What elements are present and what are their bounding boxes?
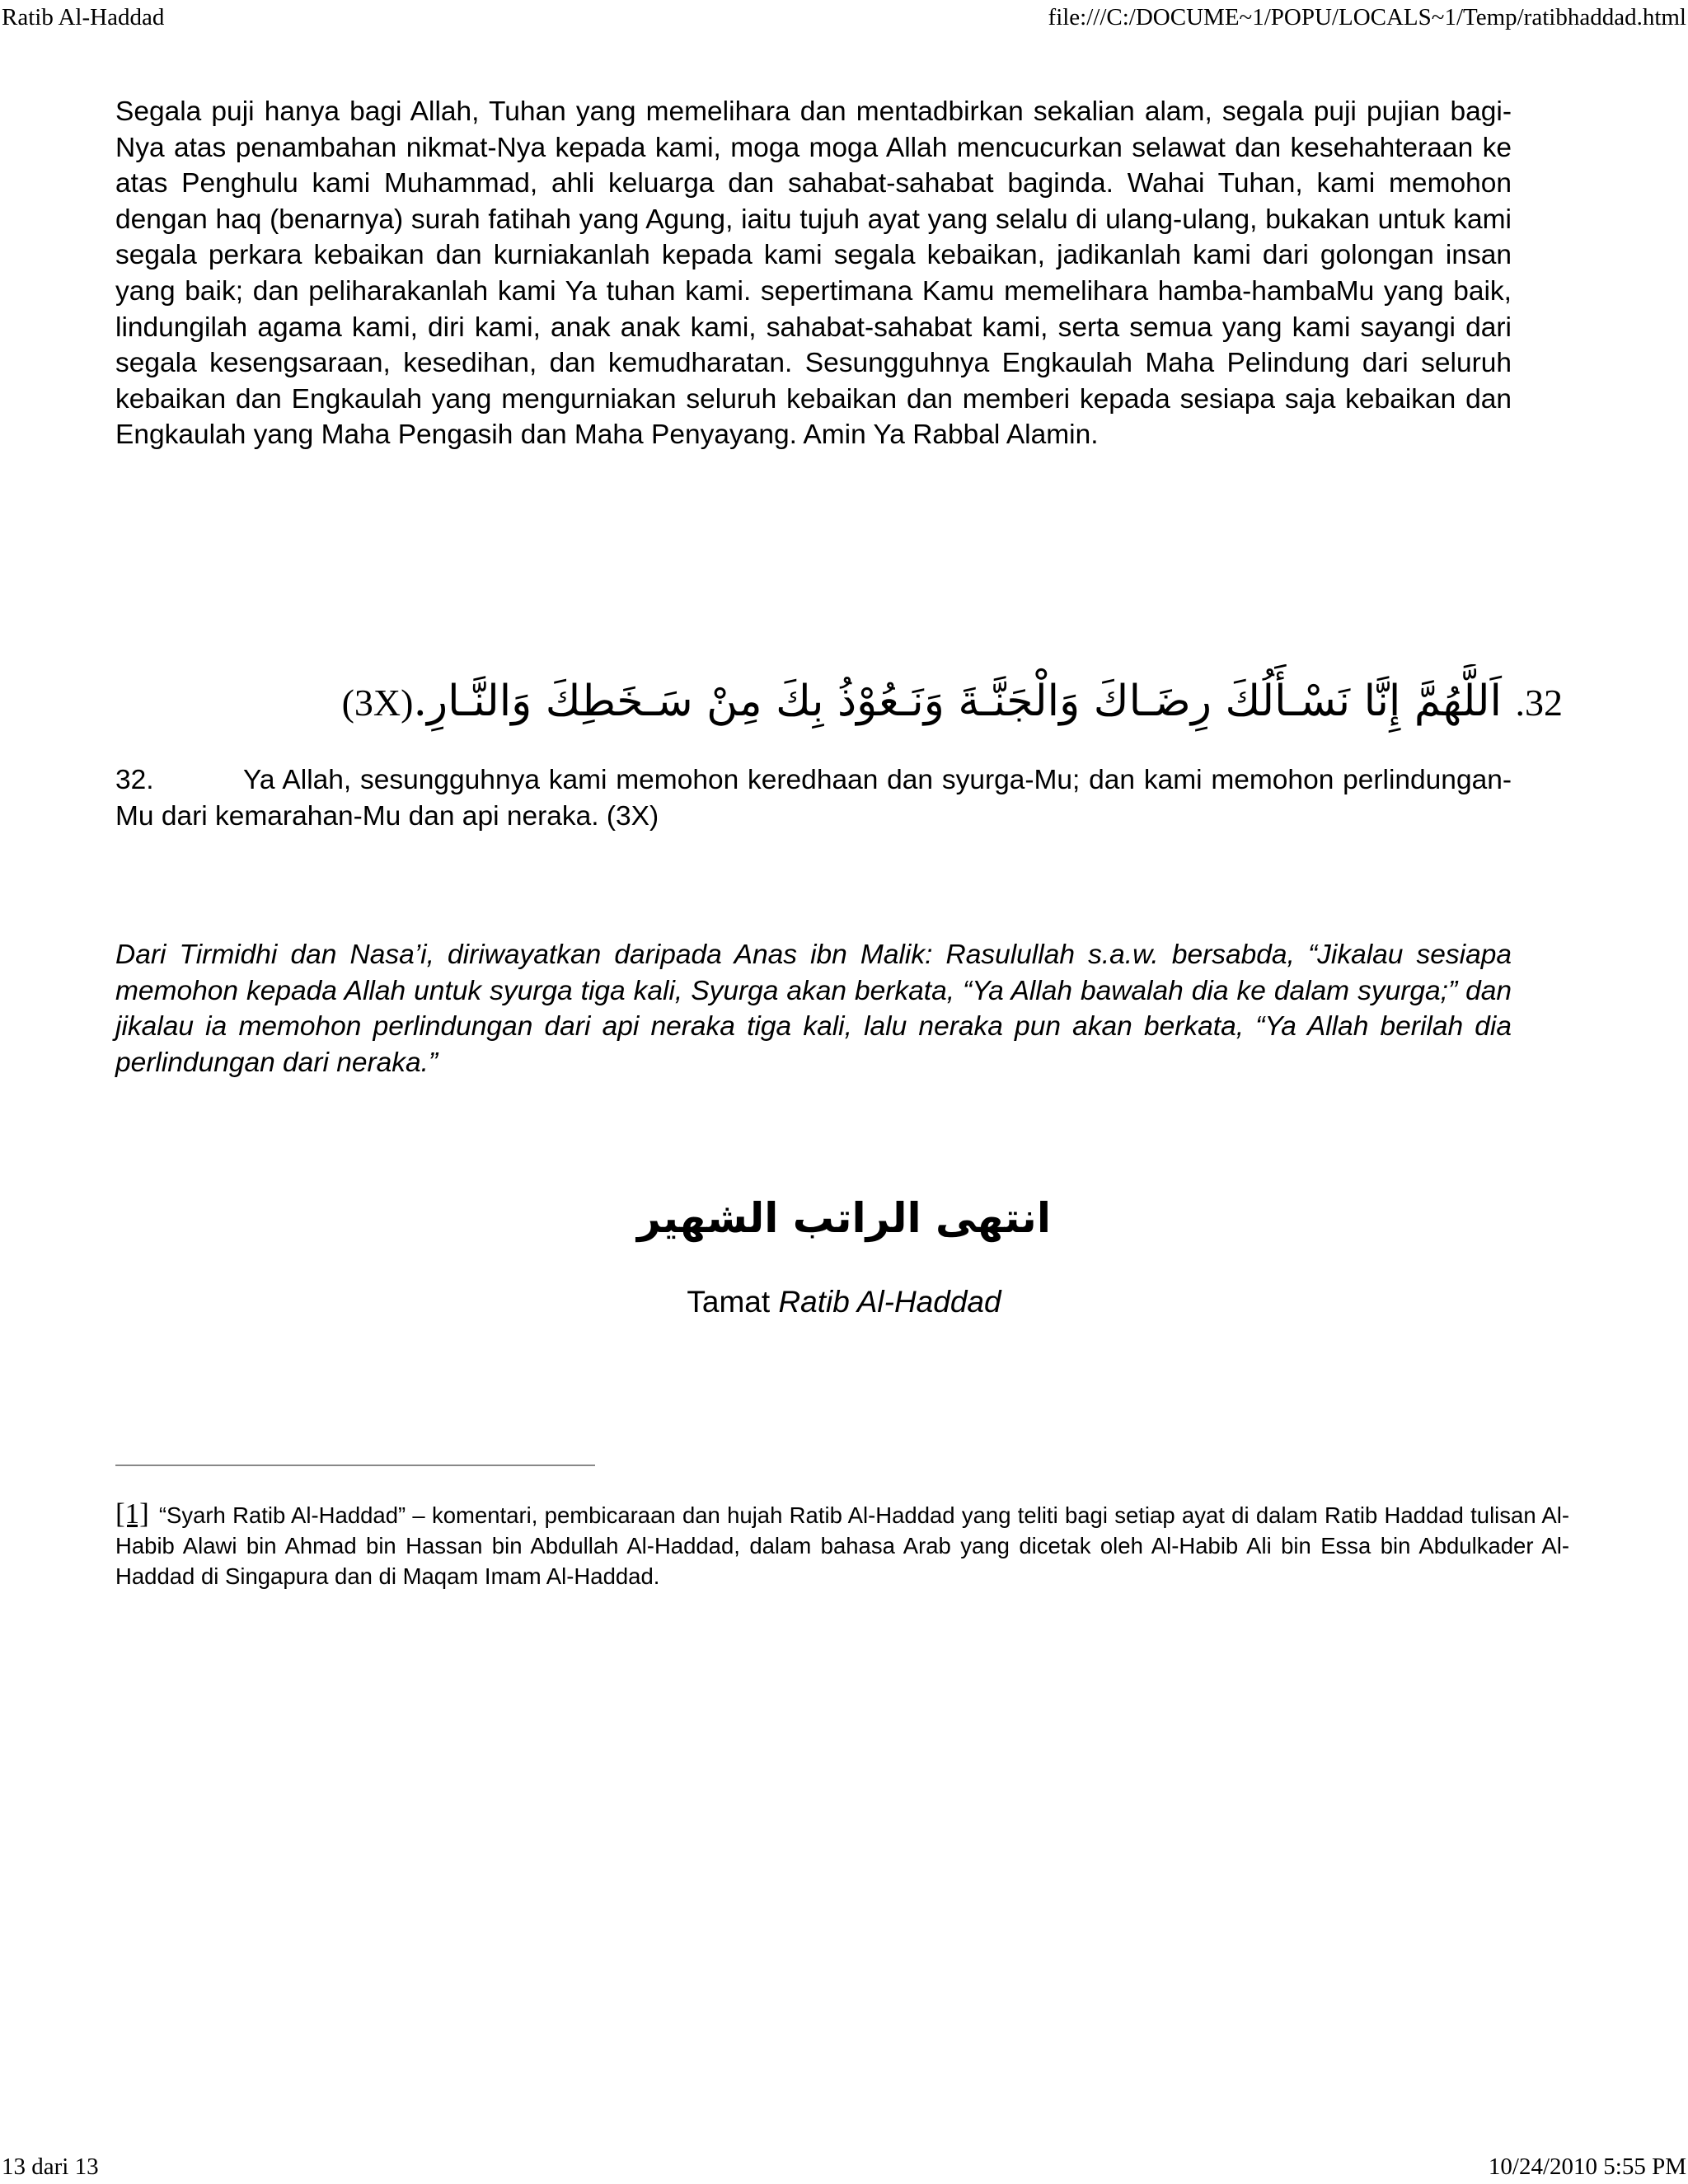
- prayer-paragraph: Segala puji hanya bagi Allah, Tuhan yang memelihara dan mentadbirkan sekalian alam, segala puji pujian bagi-Nya atas penambahan nikmat-Nya kepada kami, moga moga Allah mencucurkan selawat dan kesehahteraan ke atas Penghulu kami Muhammad, ahli keluarga dan sahabat-sahabat baginda. Wahai Tuhan, kami memohon dengan haq (benarnya) surah fatihah yang Agung, iaitu tujuh ayat yang selalu di ulang-ulang, bukakan untuk kami segala perkara kebaikan dan kurniakanlah kepada kami segala kebaikan, jadikanlah kami dari golongan insan yang baik; dan peliharakanlah kami Ya tuhan kami. sepertimana Kamu memelihara hamba-hambaMu yang baik, lindungilah agama kami, diri kami, anak anak kami, sahabat-sahabat kami, serta semua yang kami sayangi dari segala kesengsaraan, kesedihan, dan kemudharatan. Sesungguhnya Engkaulah Maha Pelindung dari seluruh kebaikan dan Engkaulah yang mengurniakan seluruh kebaikan dan memberi kepada sesiapa saja kebaikan dan Engkaulah yang Maha Pengasih dan Maha Penyayang. Amin Ya Rabbal Alamin.: [115, 96, 1512, 451]
- page-header-path: file:///C:/DOCUME~1/POPU/LOCALS~1/Temp/ratibhaddad.html: [1048, 4, 1686, 30]
- footnote-ref-link[interactable]: [1]: [115, 1497, 149, 1530]
- closing-work-title: Ratib Al-Haddad: [778, 1285, 1001, 1319]
- page-header-title: Ratib Al-Haddad: [2, 4, 165, 30]
- page-footer-datetime: 10/24/2010 5:55 PM: [1488, 2154, 1686, 2180]
- verse-number: 32.: [1515, 682, 1563, 724]
- verse-32-arabic: [115, 664, 1563, 738]
- footnote-text: “Syarh Ratib Al-Haddad” – komentari, pembicaraan dan hujah Ratib Al-Haddad yang teliti bagi setiap ayat di dalam Ratib Haddad tulisan Al-Habib Alawi bin Ahmad bin Hassan bin Abdullah Al-Haddad, dalam bahasa Arab yang dicetak oleh Al-Habib Ali bin Essa bin Abdulkader Al-Haddad di Singapura dan di Maqam Imam Al-Haddad.: [115, 1502, 1569, 1589]
- translation-text: Ya Allah, sesungguhnya kami memohon keredhaan dan syurga-Mu; dan kami memohon perlindungan-Mu dari kemarahan-Mu dan api neraka. (3X): [115, 765, 1512, 832]
- verse-32-translation: [115, 762, 1512, 834]
- closing-prefix: Tamat: [687, 1285, 771, 1319]
- closing-arabic-title: انتهى الراتب الشهير: [637, 1194, 1051, 1242]
- closing-title: [0, 1282, 1688, 1323]
- hadith-paragraph: Dari Tirmidhi dan Nasa’i, diriwayatkan daripada Anas ibn Malik: Rasulullah s.a.w. bersabda, “Jikalau sesiapa memohon kepada Allah untuk syurga tiga kali, Syurga akan berkata, “Ya Allah bawalah dia ke dalam syurga;” dan jikalau ia memohon perlindungan dari api neraka tiga kali, lalu neraka pun akan berkata, “Ya Allah berilah dia perlindungan dari neraka.”: [115, 940, 1512, 1078]
- translation-number: 32.: [115, 765, 154, 795]
- footnote-divider: [115, 1465, 595, 1466]
- verse-arabic-text: اَللَّهُمَّ إِنَّا نَسْـأَلُكَ رِضَـاكَ وَالْجَنَّـةَ وَنَـعُوْذُ بِكَ مِنْ سَـخَطِكَ وَالنَّـارِ.: [413, 677, 1502, 726]
- verse-repeat-count: (3X): [341, 682, 414, 724]
- footnote: [115, 1498, 1569, 1591]
- page-footer-page-number: 13 dari 13: [2, 2154, 99, 2180]
